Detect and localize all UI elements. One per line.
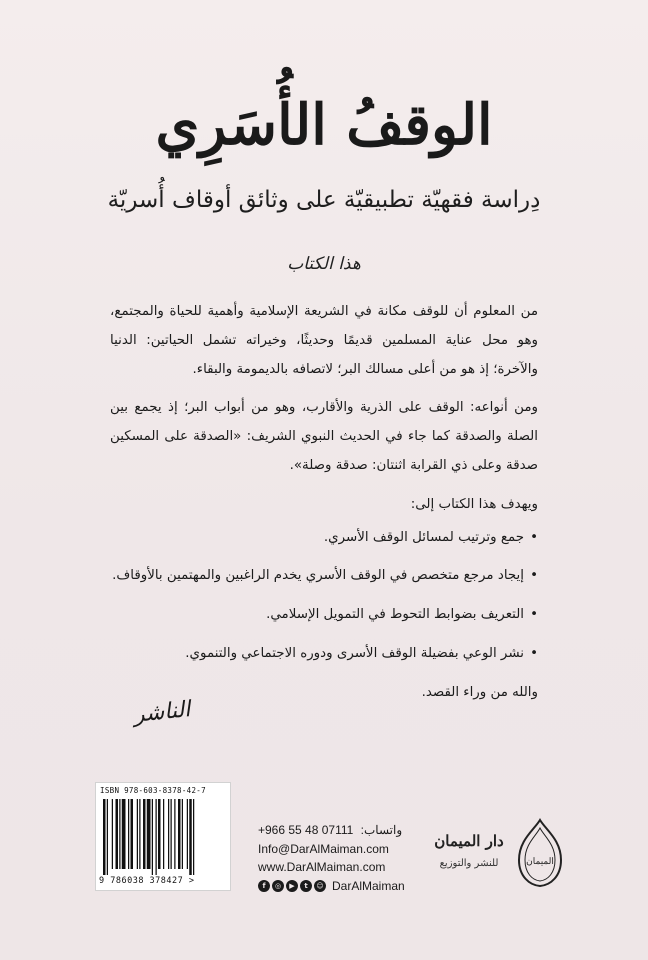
goal-item: • جمع وترتيب لمسائل الوقف الأسري. [110, 524, 524, 553]
whatsapp-label: واتساب: [360, 823, 403, 837]
barcode-bar [122, 799, 126, 869]
blurb-paragraph: ومن أنواعه: الوقف على الذرية والأقارب، وهو من أبواب البر؛ إذ يجمع بين الصلة والصدقة كما جاء في الحديث النبوي الشريف: «الصدقة على المسكين صدقة وعلى ذي القرابة اثنتان: صدقة وصلة». [110, 400, 538, 473]
instagram-icon[interactable]: ◎ [272, 880, 284, 892]
barcode-bar [171, 799, 172, 869]
barcode-bar [174, 799, 175, 869]
barcode-bar [168, 799, 169, 869]
barcode-bar [187, 799, 188, 869]
barcode-bar [116, 799, 119, 869]
publisher-name: دار الميمان [434, 832, 504, 850]
book-title: الوقفُ الأُسَرِي [155, 92, 493, 158]
barcode-bar [112, 799, 113, 869]
closing-line: والله من وراء القصد. [421, 684, 538, 700]
snapchat-icon[interactable]: ☺ [314, 880, 326, 892]
publisher-brand [434, 818, 565, 888]
barcode-bar [178, 799, 181, 869]
section-heading: هذا الكتاب [287, 254, 361, 274]
email-link[interactable]: Info@DarAlMaiman.com [258, 841, 389, 856]
blurb-paragraph: من المعلوم أن للوقف مكانة في الشريعة الإسلامية وأهمية للحياة والمجتمع، وهو محل عناية المسلمين قديمًا وحديثًا، وخيراته تشمل الحياتين: الدنيا والآخرة؛ إذ هو من أعلى مسالك البر؛ لاتصافه بالديمومة والبقاء. [110, 304, 538, 377]
barcode-bar [152, 799, 153, 875]
barcode-bar [143, 799, 146, 869]
social-row [258, 877, 418, 896]
publisher-signature: الناشر [132, 697, 192, 728]
twitter-icon[interactable]: t [300, 880, 312, 892]
whatsapp-row [258, 821, 418, 840]
goal-item: • إيجاد مرجع متخصص في الوقف الأسري يخدم الراغبين والمهتمين بالأوقاف. [110, 562, 524, 591]
barcode-bar [182, 799, 183, 869]
barcode-bar [137, 799, 138, 869]
publisher-logo-text: الميمان [526, 857, 554, 867]
barcode-bar [131, 799, 134, 869]
barcode-bar [158, 799, 161, 869]
barcode-bar [103, 799, 106, 875]
barcode-bar [119, 799, 120, 869]
barcode-bar [163, 799, 164, 869]
goals-list [110, 524, 538, 669]
contact-info [258, 821, 418, 895]
publisher-tagline: للنشر والتوزيع [439, 858, 499, 869]
goal-item: • نشر الوعي بفضيلة الوقف الأسرى ودوره الاجتماعي والتنموي. [110, 640, 524, 669]
isbn-number: ISBN 978-603-8378-42-7 [100, 786, 206, 795]
website-link[interactable]: www.DarAlMaiman.com [258, 860, 386, 874]
barcode-bar [107, 799, 108, 875]
barcode-bar [156, 799, 157, 875]
barcode-bar [193, 799, 194, 875]
barcode-bar [189, 799, 192, 875]
isbn-barcode [95, 782, 231, 891]
barcode-digits: 9 786038 378427 > [99, 876, 195, 886]
blurb-body [110, 298, 538, 708]
social-handle[interactable]: DarAlMaiman [332, 878, 405, 893]
publisher-logo-icon [515, 818, 565, 888]
goal-item: • التعريف بضوابط التحوط في التمويل الإسلامي. [110, 601, 524, 630]
facebook-icon[interactable]: f [258, 880, 270, 892]
phone-number[interactable]: +966 55 48 07111 [258, 823, 354, 837]
barcode-bar [147, 799, 151, 869]
youtube-icon[interactable]: ▶ [286, 880, 298, 892]
barcode-bar [139, 799, 140, 869]
barcode-bars [103, 799, 223, 875]
barcode-bar [128, 799, 129, 869]
blurb-goals-intro: ويهدف هذا الكتاب إلى: [410, 496, 538, 512]
book-subtitle: دِراسة فقهيّة تطبيقيّة على وثائق أوقاف أُسريّة [107, 187, 541, 213]
